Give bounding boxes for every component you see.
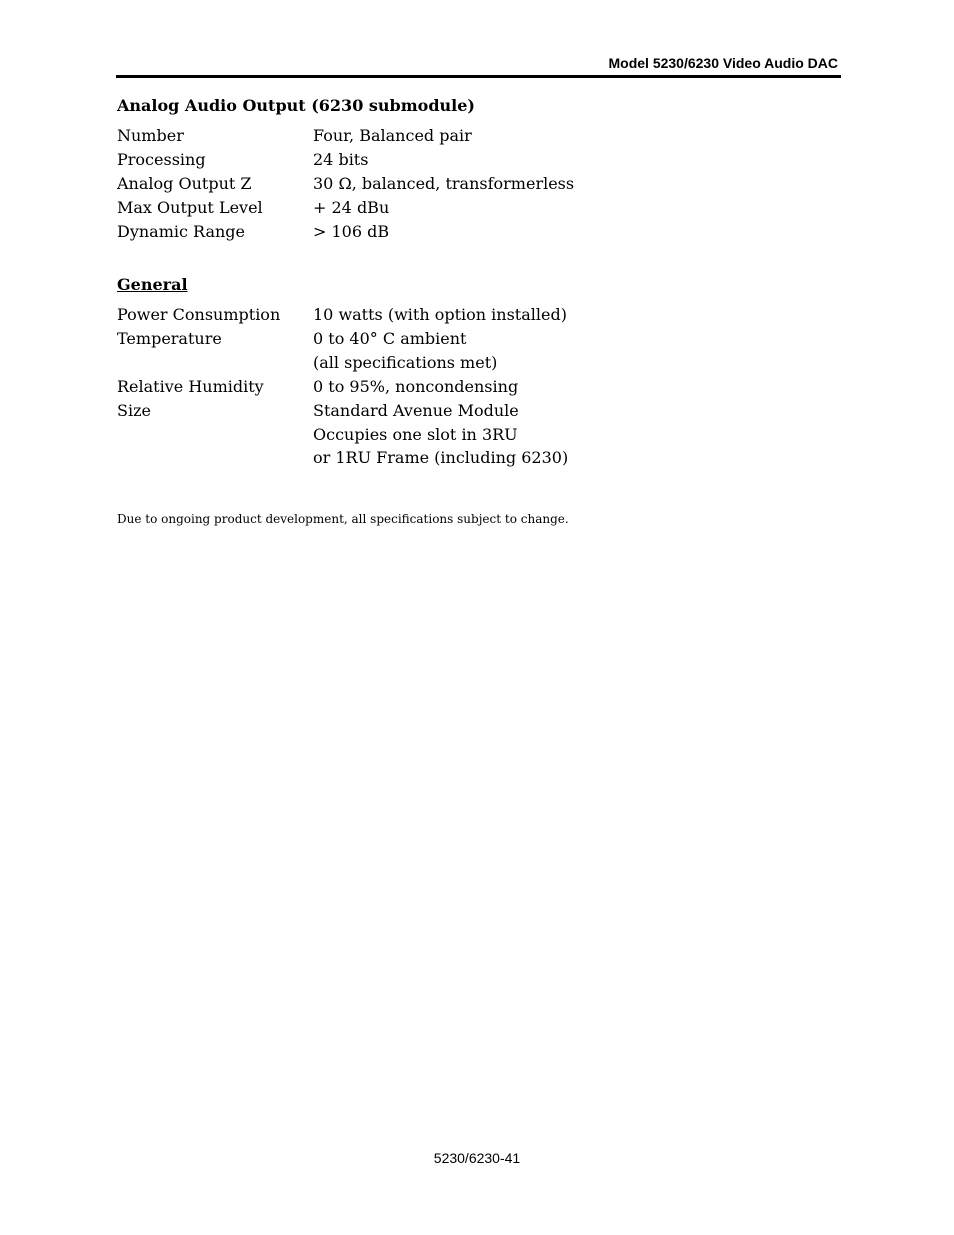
spec-label: Power Consumption <box>117 305 281 324</box>
spec-label: Relative Humidity <box>117 377 264 396</box>
footnote: Due to ongoing product development, all specifications subject to change. <box>117 512 569 526</box>
spec-value <box>313 220 389 244</box>
spec-value <box>313 148 368 172</box>
spec-value-line: > 106 dB <box>313 222 390 241</box>
spec-value <box>313 196 389 220</box>
spec-row-power-consumption <box>117 303 842 327</box>
spec-value-line: Standard Avenue Module <box>313 401 519 420</box>
spec-label: Temperature <box>117 329 222 348</box>
spec-label: Number <box>117 126 184 145</box>
spec-value <box>313 399 568 468</box>
spec-row-max-output-level <box>117 196 842 220</box>
spec-value-line: + 24 dBu <box>313 198 390 217</box>
section-spacer <box>117 244 842 274</box>
spec-value-line: or 1RU Frame (including 6230) <box>313 448 569 467</box>
spec-label: Size <box>117 401 151 420</box>
header-rule <box>116 75 841 78</box>
spec-value-line: 0 to 95%, noncondensing <box>313 377 519 396</box>
spec-row-size <box>117 399 842 468</box>
spec-content <box>117 95 842 468</box>
spec-value-line: Four, Balanced pair <box>313 126 472 145</box>
section-heading-general: General <box>117 275 188 294</box>
spec-value-line: 0 to 40° C ambient <box>313 329 467 348</box>
spec-value <box>313 172 574 196</box>
spec-row-analog-output-z <box>117 172 842 196</box>
spec-label: Processing <box>117 150 206 169</box>
spec-value <box>313 327 497 375</box>
spec-row-relative-humidity <box>117 375 842 399</box>
spec-row-dynamic-range <box>117 220 842 244</box>
spec-row-number <box>117 124 842 148</box>
page-number: 5230/6230-41 <box>433 1150 521 1166</box>
section-heading-analog-audio-output: Analog Audio Output (6230 submodule) <box>117 96 475 115</box>
spec-label: Dynamic Range <box>117 222 246 241</box>
spec-value-line: 24 bits <box>313 150 369 169</box>
spec-value <box>313 124 472 148</box>
spec-value-line: 10 watts (with option installed) <box>313 305 567 324</box>
spec-label: Max Output Level <box>117 198 263 217</box>
document-header-title: Model 5230/6230 Video Audio DAC <box>608 55 838 71</box>
spec-value <box>313 375 518 399</box>
spec-value-line: 30 Ω, balanced, transformerless <box>313 174 575 193</box>
spec-row-processing <box>117 148 842 172</box>
spec-row-temperature <box>117 327 842 375</box>
spec-label: Analog Output Z <box>117 174 252 193</box>
spec-value <box>313 303 567 327</box>
spec-value-line: (all specifications met) <box>313 353 498 372</box>
spec-value-line: Occupies one slot in 3RU <box>313 425 518 444</box>
